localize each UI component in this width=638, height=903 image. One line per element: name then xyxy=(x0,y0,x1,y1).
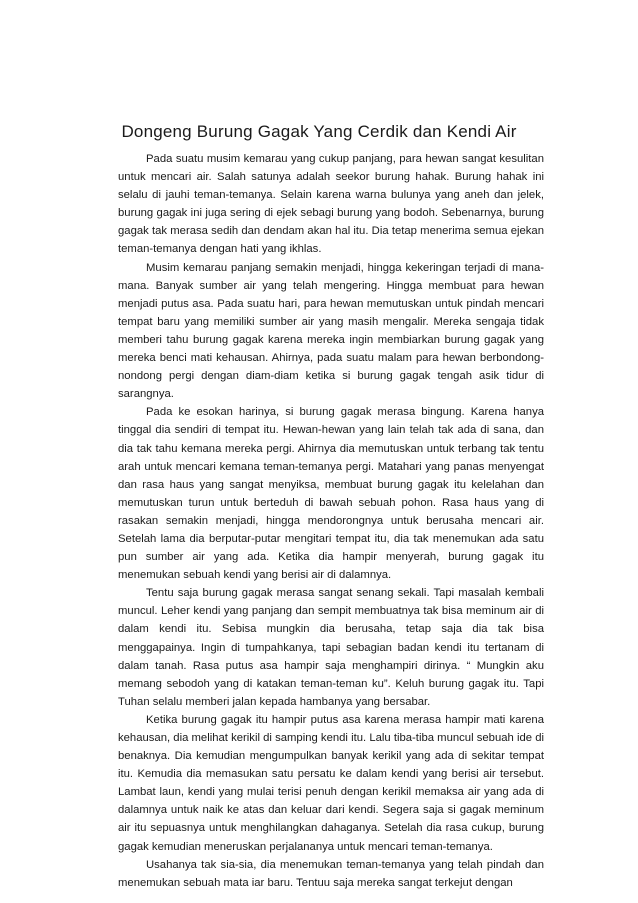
document-body xyxy=(118,150,544,892)
paragraph: Musim kemarau panjang semakin menjadi, hingga kekeringan terjadi di mana-mana. Banyak sumber air yang telah mengering. Hingga membuat para hewan menjadi putus asa. Pada suatu hari, para hewan memutuskan untuk pindah mencari tempat baru yang memiliki sumber air yang masih mengalir. Mereka sengaja tidak memberi tahu burung gagak karena mereka ingin membiarkan burung gagak yang mereka benci mati kehausan. Ahirnya, pada suatu malam para hewan berbondong-nondong pergi dengan diam-diam ketika si burung gagak tengah asik tidur di sarangnya. xyxy=(118,261,544,401)
paragraph: Pada suatu musim kemarau yang cukup panjang, para hewan sangat kesulitan untuk mencari air. Salah satunya adalah seekor burung hahak. Burung hahak ini selalu di jauhi teman-temanya. Selain karena warna bulunya yang aneh dan jelek, burung gagak ini juga sering di ejek sebagi burung yang bodoh. Sebenarnya, burung gagak tak merasa sedih dan dendam akan hal itu. Dia tetap menerima semua ejekan teman-temanya dengan hati yang ikhlas. xyxy=(118,153,544,256)
document-title: Dongeng Burung Gagak Yang Cerdik dan Kendi Air xyxy=(121,122,517,141)
paragraph: Usahanya tak sia-sia, dia menemukan teman-temanya yang telah pindah dan menemukan sebuah mata iar baru. Tentuu saja mereka sangat terkejut dengan xyxy=(118,858,544,889)
paragraph: Pada ke esokan harinya, si burung gagak merasa bingung. Karena hanya tinggal dia sendiri di tempat itu. Hewan-hewan yang lain telah tak ada di sana, dan dia tak tahu kemana mereka pergi. Ahirnya dia memutuskan untuk terbang tak tentu arah untuk mencari kemana teman-temanya pergi. Matahari yang panas menyengat dan rasa haus yang sangat menyiksa, membuat burung gagak itu kelelahan dan memutuskan turun untuk berteduh di bawah sebuah pohon. Rasa haus yang di rasakan semakin menjadi, hingga mendorongnya untuk berusaha mencari air. Setelah lama dia berputar-putar mengitari tempat itu, dia tak menemukan ada satu pun sumber air yang ada. Ketika dia hampir menyerah, burung gagak itu menemukan sebuah kendi yang berisi air di dalamnya. xyxy=(118,406,544,582)
paragraph: Ketika burung gagak itu hampir putus asa karena merasa hampir mati karena kehausan, dia melihat kerikil di samping kendi itu. Lalu tiba-tiba muncul sebuah ide di benaknya. Dia kemudian mengumpulkan banyak kerikil yang ada di sekitar tempat itu. Kemudia dia memasukan satu persatu ke dalam kendi yang berisi air tersebut. Lambat laun, kendi yang mulai terisi penuh dengan kerikil memaksa air yang ada di dalamnya untuk naik ke atas dan keluar dari kendi. Segera saja si gagak meminum air itu sepuasnya untuk menghilangkan dahaganya. Setelah dia rasa cukup, burung gagak kemudian meneruskan perjalananya untuk mencari teman-temanya. xyxy=(118,713,544,853)
paragraph: Tentu saja burung gagak merasa sangat senang sekali. Tapi masalah kembali muncul. Leher kendi yang panjang dan sempit membuatnya tak bisa meminum air di dalam kendi itu. Sebisa mungkin dia berusaha, tetap saja dia tak bisa menggapainya. Ingin di tumpahkanya, tapi sebagian badan kendi itu tertanam di dalam tanah. Rasa putus asa hampir saja menghampiri dirinya. “ Mungkin aku memang sebodoh yang di katakan teman-teman ku”. Keluh burung gagak itu. Tapi Tuhan selalu memberi jalan kepada hambanya yang bersabar. xyxy=(118,587,544,708)
